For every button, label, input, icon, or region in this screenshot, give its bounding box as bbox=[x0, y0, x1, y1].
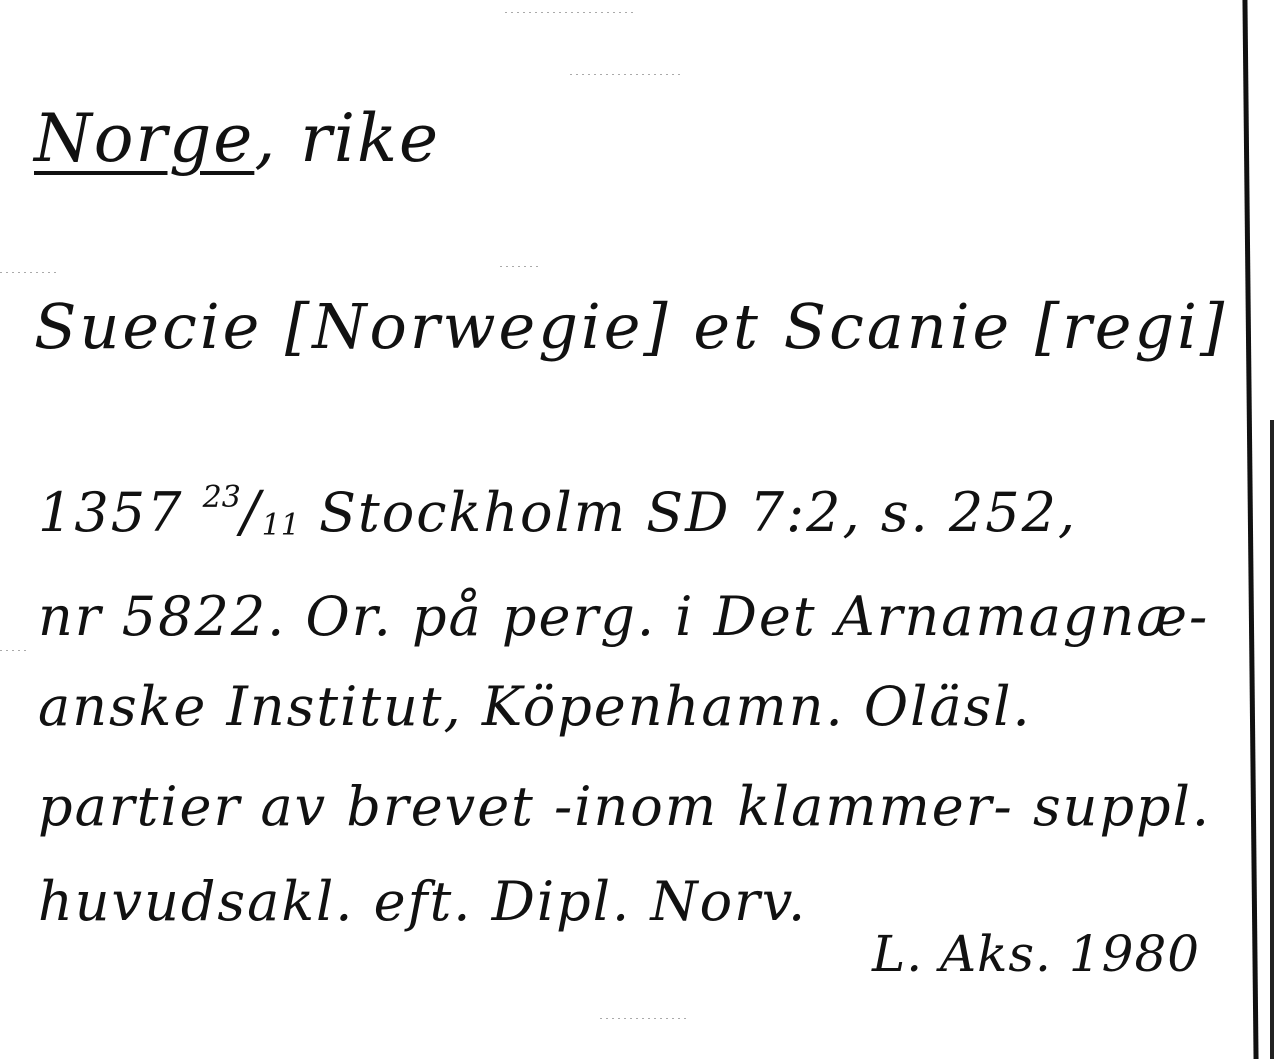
date-month: 11 bbox=[261, 508, 300, 543]
date-slash: / bbox=[240, 480, 262, 545]
body-line-5: huvudsakl. eft. Dipl. Norv. bbox=[38, 870, 808, 933]
body-line-1-rest: Stockholm SD 7:2, s. 252, bbox=[319, 481, 1078, 544]
body-line-4: partier av brevet -inom klammer- suppl. bbox=[38, 775, 1212, 838]
body-line-2: nr 5822. Or. på perg. i Det Arnamagnæ- bbox=[38, 585, 1210, 648]
scan-noise bbox=[0, 272, 60, 273]
scan-noise bbox=[0, 650, 30, 651]
date-day: 23 bbox=[202, 480, 241, 515]
body-line-1 bbox=[38, 480, 1077, 545]
heading-rest: , rike bbox=[254, 100, 441, 177]
scan-noise bbox=[600, 1018, 690, 1019]
card-edge-line-secondary bbox=[1270, 420, 1274, 1059]
scan-noise bbox=[505, 12, 635, 13]
document-title: Suecie [Norwegie] et Scanie [regi] bbox=[34, 290, 1228, 363]
signature: L. Aks. 1980 bbox=[872, 925, 1201, 983]
body-line-3: anske Institut, Köpenhamn. Oläsl. bbox=[38, 675, 1032, 738]
card-edge-line bbox=[1242, 0, 1258, 1059]
card-heading bbox=[34, 100, 440, 177]
heading-main-word: Norge bbox=[34, 100, 255, 177]
scan-noise bbox=[500, 266, 540, 267]
scan-noise bbox=[570, 74, 680, 75]
body-year: 1357 bbox=[38, 481, 184, 544]
